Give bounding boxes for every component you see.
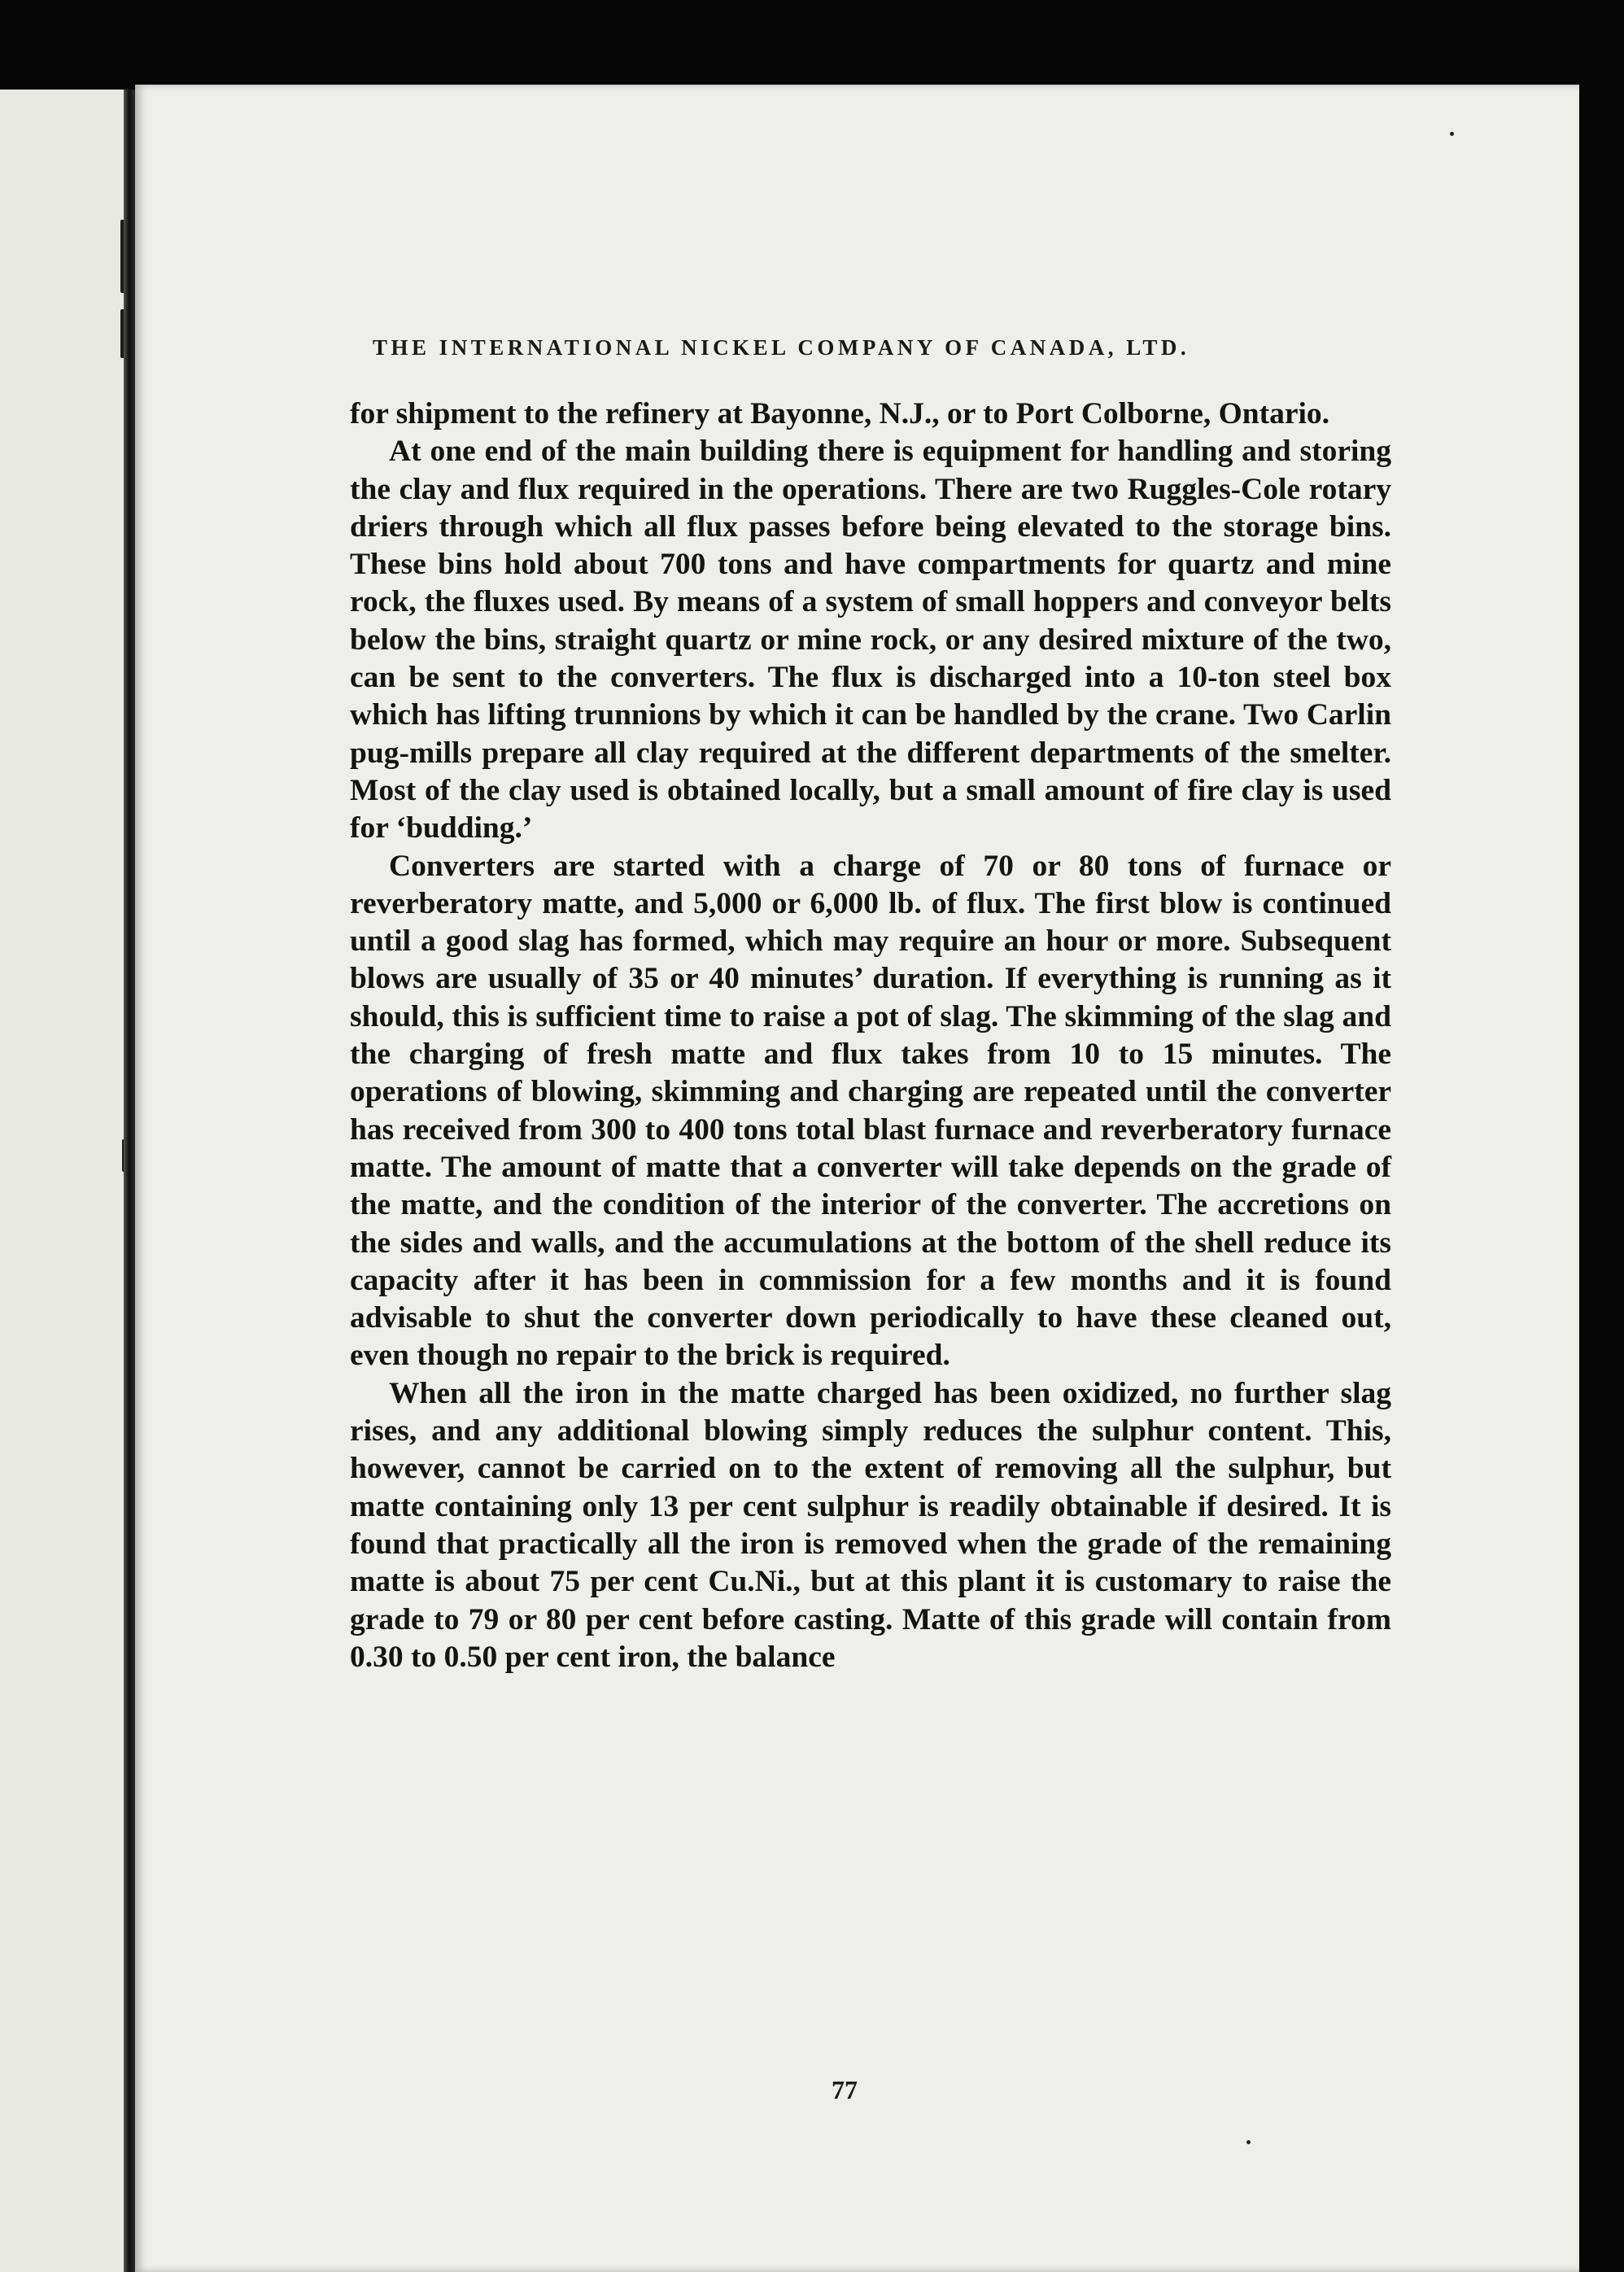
left-page-edge <box>0 90 124 2272</box>
paragraph: When all the iron in the matte charged has been oxidized, no further slag rises, and any additional blowing simply reduces the sulphur content. This, however, cannot be carried on to the extent of removing all the sulphur, but matte containing only 13 per cent sulphur is readily obtainable if desired. It is found that practically all the iron is removed when the grade of the remaining matte is about 75 per cent Cu.Ni., but at this plant it is customary to raise the grade to 79 or 80 per cent before casting. Matte of this grade will contain from 0.30 to 0.50 per cent iron, the balance <box>350 1376 1391 1674</box>
scan-speck <box>1450 132 1454 136</box>
scan-speck <box>1246 2140 1251 2144</box>
scan-top-border <box>0 0 1624 90</box>
running-head: THE INTERNATIONAL NICKEL COMPANY OF CANADA, LTD. <box>373 335 1190 360</box>
page-number: 77 <box>832 2075 858 2104</box>
book-gutter <box>124 90 135 2272</box>
paragraph: At one end of the main building there is equipment for handling and storing the clay and flux required in the operations. There are two Ruggles-Cole rotary driers through which all flux passes before being elevated to the storage bins. These bins hold about 700 tons and have compartments for quartz and mine rock, the fluxes used. By means of a system of small hoppers and conveyor belts below the bins, straight quartz or mine rock, or any desired mixture of the two, can be sent to the converters. The flux is discharged into a 10-ton steel box which has lifting trunnions by which it can be handled by the crane. Two Carlin pug-mills prepare all clay required at the different departments of the smelter. Most of the clay used is obtained locally, but a small amount of fire clay is used for ‘budding.’ <box>350 435 1391 845</box>
paragraph: for shipment to the refinery at Bayonne, N.J., or to Port Colborne, Ontario. <box>350 397 1330 430</box>
scan-right-border <box>1579 85 1624 2272</box>
body-text <box>350 395 1391 1676</box>
paragraph: Converters are started with a charge of 70 or 80 tons of furnace or reverberatory matte, and 5,000 or 6,000 lb. of flux. The first blow is continued until a good slag has formed, which may require an hour or more. Subsequent blows are usually of 35 or 40 minutes’ duration. If everything is running as it should, this is sufficient time to raise a pot of slag. The skimming of the slag and the charging of fresh matte and flux takes from 10 to 15 minutes. The operations of blowing, skimming and charging are repeated until the converter has received from 300 to 400 tons total blast furnace and reverberatory furnace matte. The amount of matte that a converter will take depends on the grade of the matte, and the condition of the interior of the converter. The accretions on the sides and walls, and the accumulations at the bottom of the shell reduce its capacity after it has been in commission for a few months and it is found advisable to shut the converter down periodically to have these cleaned out, even though no repair to the brick is required. <box>350 849 1391 1373</box>
